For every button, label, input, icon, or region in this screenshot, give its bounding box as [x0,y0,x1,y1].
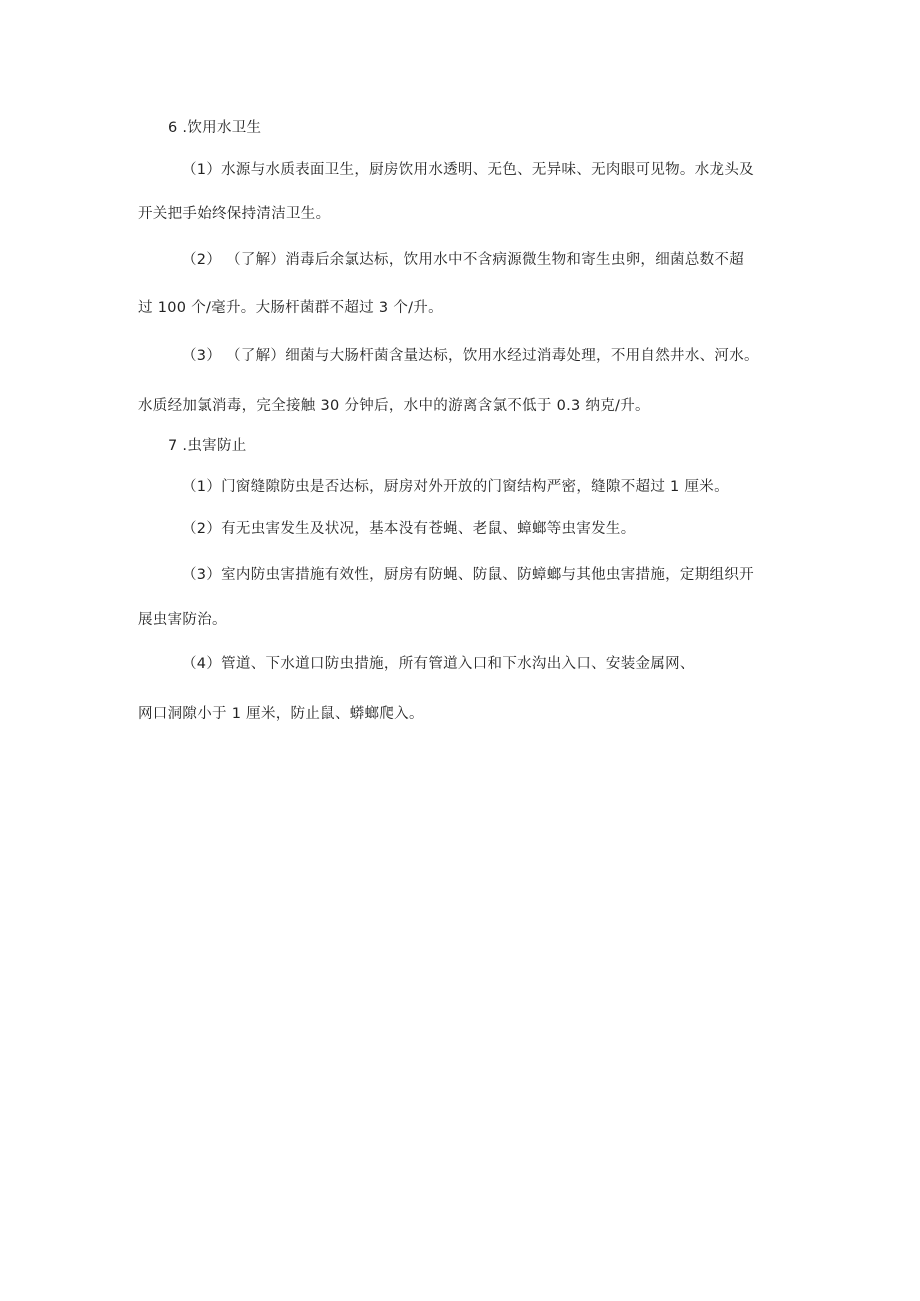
section-6-item-3-line-2: 水质经加氯消毒，完全接触 30 分钟后，水中的游离含氯不低于 0.3 纳克/升。 [138,398,650,414]
section-6-item-2-line-2: 过 100 个/毫升。大肠杆菌群不超过 3 个/升。 [138,300,443,316]
section-7-item-3-line-2: 展虫害防治。 [138,612,227,628]
section-7-item-1-line-1: （1）门窗缝隙防虫是否达标，厨房对外开放的门窗结构严密，缝隙不超过 1 厘米。 [182,479,729,495]
section-7-item-3-line-1: （3）室内防虫害措施有效性，厨房有防蝇、防鼠、防蟑螂与其他虫害措施，定期组织开 [182,567,754,583]
section-7-item-2-line-1: （2）有无虫害发生及状况，基本没有苍蝇、老鼠、蟑螂等虫害发生。 [182,521,636,537]
section-6-item-1-line-2: 开关把手始终保持清洁卫生。 [138,206,331,222]
section-7-heading: 7 .虫害防止 [168,438,247,454]
section-6-item-2-line-1: （2） （了解）消毒后余氯达标，饮用水中不含病源微生物和寄生虫卵，细菌总数不超 [182,252,745,268]
section-7-item-4-line-1: （4）管道、下水道口防虫措施，所有管道入口和下水沟出入口、安装金属网、 [182,656,695,672]
section-7-item-4-line-2: 网口洞隙小于 1 厘米，防止鼠、蟒螂爬入。 [138,706,424,722]
section-6-item-1-line-1: （1）水源与水质表面卫生，厨房饮用水透明、无色、无异味、无肉眼可见物。水龙头及 [182,162,754,178]
section-6-heading: 6 .饮用水卫生 [168,120,262,136]
section-6-item-3-line-1: （3） （了解）细菌与大肠杆菌含量达标，饮用水经过消毒处理，不用自然井水、河水。 [182,348,759,364]
